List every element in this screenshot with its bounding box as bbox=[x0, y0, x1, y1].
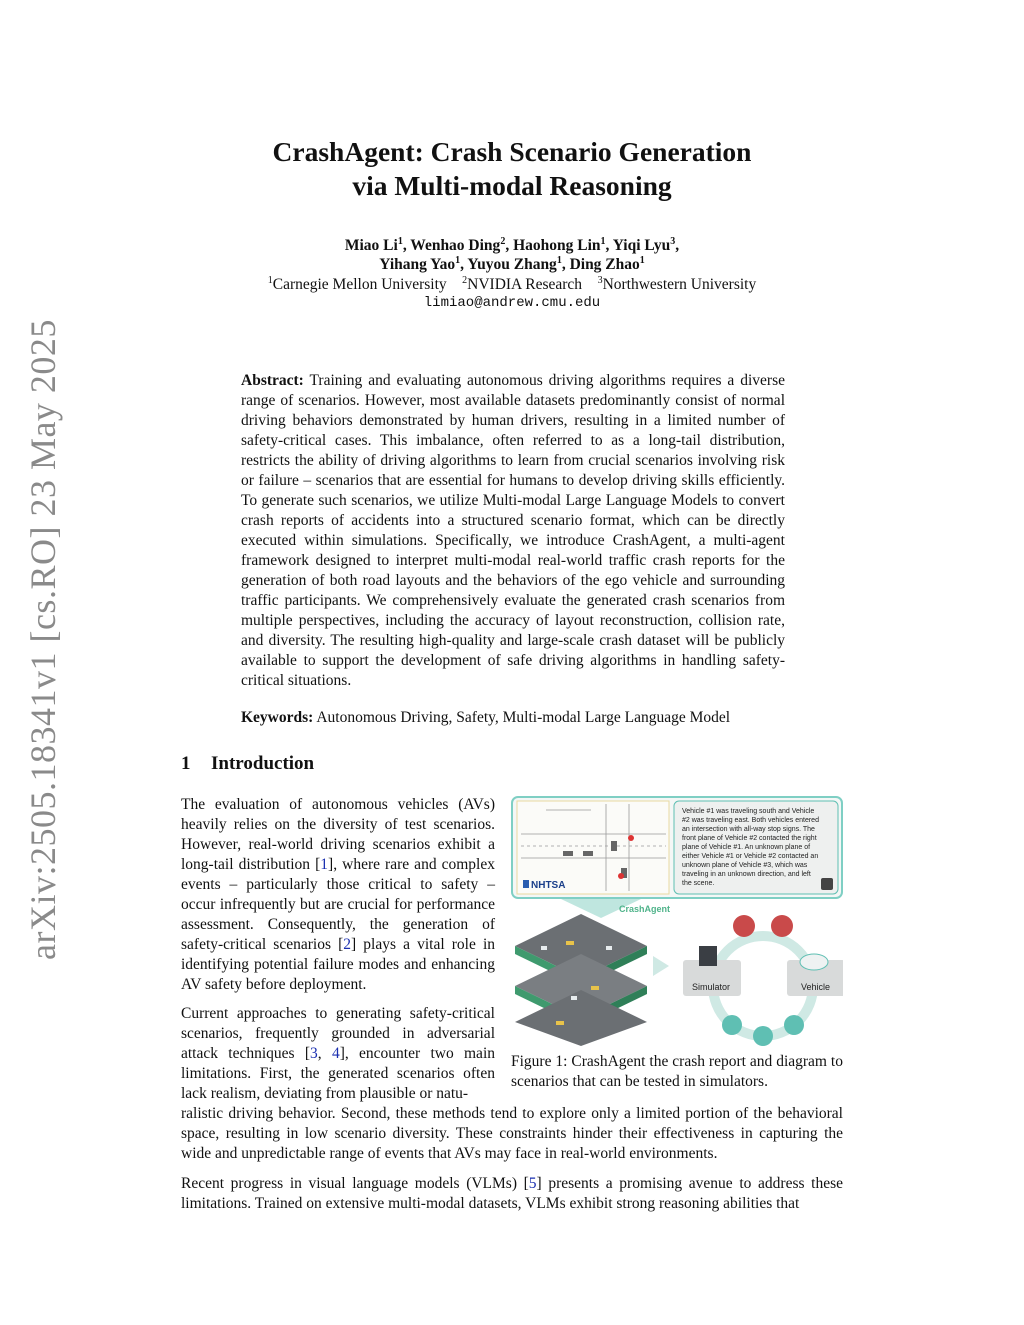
camera-icon bbox=[722, 1015, 742, 1035]
author: Haohong Lin bbox=[513, 237, 601, 254]
author: Yuyou Zhang bbox=[467, 256, 557, 273]
affiliations bbox=[0, 275, 1024, 294]
text-run: Current approaches to generating safety-critical scenarios, frequently grounded in adversarial attack techniques [ bbox=[181, 1005, 495, 1062]
author-sup: 1 bbox=[639, 254, 645, 266]
vehicle-label: Vehicle bbox=[801, 982, 831, 992]
caption-text: CrashAgent the crash report and diagram to scenarios that can be tested in simulators. bbox=[511, 1053, 843, 1090]
crashagent-label: CrashAgent bbox=[619, 904, 671, 914]
affiliation: Carnegie Mellon University bbox=[272, 276, 447, 293]
intro-paragraph-3 bbox=[181, 1174, 843, 1214]
text-run: Recent progress in visual language models (VLMs) [ bbox=[181, 1175, 529, 1192]
author-sup: 1 bbox=[455, 254, 461, 266]
author: Yihang Yao bbox=[379, 256, 456, 273]
text-run: ] plays a vital role in identifying potential failure modes and enhancing AV safety before deployment. bbox=[181, 936, 495, 993]
report-line: traveling in an unknown direction, and left bbox=[682, 871, 811, 878]
citation-link[interactable]: 4 bbox=[331, 1045, 340, 1062]
right-arrow bbox=[653, 956, 669, 976]
report-line: an intersection with all-way stop signs. The bbox=[682, 826, 815, 833]
abstract-label: Abstract: bbox=[241, 372, 304, 389]
report-line: unknown plane of Vehicle #3, which was bbox=[682, 862, 808, 869]
sensor-icon bbox=[733, 915, 755, 937]
affiliation: Northwestern University bbox=[602, 276, 757, 293]
contact-email[interactable]: limiao@andrew.cmu.edu bbox=[423, 295, 601, 311]
report-line: plane of Vehicle #1. An unknown plane of bbox=[682, 844, 811, 851]
text-run: ], encounter two main limitations. First, the generated scenarios often lack realism, deviating from plausible or natu- bbox=[181, 1045, 495, 1102]
car-icon bbox=[800, 954, 828, 970]
report-text bbox=[682, 808, 819, 887]
author-sup: 1 bbox=[556, 254, 562, 266]
author-sup: 3 bbox=[670, 235, 676, 247]
author-list bbox=[0, 236, 1024, 274]
section-number: 1 bbox=[181, 753, 191, 774]
affiliation: NVIDIA Research bbox=[467, 276, 583, 293]
section-heading bbox=[181, 753, 314, 775]
keywords-label: Keywords: bbox=[241, 709, 314, 726]
keywords bbox=[241, 708, 801, 728]
affil-sup: 3 bbox=[597, 274, 603, 286]
figure-caption bbox=[511, 1052, 843, 1092]
author: Miao Li bbox=[344, 237, 398, 254]
citation-link[interactable]: 3 bbox=[310, 1045, 318, 1062]
author: Ding Zhao bbox=[569, 256, 640, 273]
nhtsa-logo-icon bbox=[523, 880, 529, 888]
affil-sup: 2 bbox=[462, 274, 468, 286]
report-line: Vehicle #1 was traveling south and Vehicle bbox=[682, 808, 815, 815]
citation-link[interactable]: 2 bbox=[343, 936, 351, 953]
text-run: The evaluation of autonomous vehicles (AVs) heavily relies on the diversity of test scenarios. However, real-world driving scenarios exhibit a long-tail distribution [ bbox=[181, 796, 495, 873]
paper-title bbox=[0, 135, 1024, 203]
intro-paragraph-2-continued: ralistic driving behavior. Second, these methods tend to explore only a limited portion of the behavioral space, resulting in low scenario diversity. These constraints hinder their effectiveness in capturing the wide and unpredictable range of events that AVs may face in real-world environments. bbox=[181, 1105, 843, 1162]
text-run: ] presents a promising avenue to address these limitations. Trained on extensive multi-modal datasets, VLMs exhibit strong reasoning abilities that bbox=[181, 1175, 843, 1212]
traffic-light-icon bbox=[784, 1015, 804, 1035]
intro-paragraph-2 bbox=[181, 1004, 495, 1104]
title-line-1: CrashAgent: Crash Scenario Generation bbox=[272, 136, 752, 167]
computer-icon bbox=[699, 946, 717, 966]
text-run: ], where rare and complex events – particularly those critical to safety – occur infrequently but are crucial for performance assessment. Consequently, the generation of safety-critical scenarios [ bbox=[181, 856, 495, 953]
section-title: Introduction bbox=[211, 753, 315, 774]
author: Yiqi Lyu bbox=[612, 237, 671, 254]
location-icon bbox=[753, 1026, 773, 1046]
pdf-icon bbox=[821, 878, 833, 890]
intro-paragraph-1 bbox=[181, 795, 495, 995]
citation-link[interactable]: 1 bbox=[320, 856, 329, 873]
citation-link[interactable]: 5 bbox=[528, 1175, 537, 1192]
arxiv-stamp: arXiv:2505.18341v1 [cs.RO] 23 May 2025 bbox=[23, 319, 63, 960]
report-line: either Vehicle #1 or Vehicle #2 contacted an bbox=[682, 853, 819, 860]
title-line-2: via Multi-modal Reasoning bbox=[352, 170, 672, 201]
affil-sup: 1 bbox=[267, 274, 273, 286]
author-sup: 2 bbox=[500, 235, 506, 247]
text-run: , bbox=[317, 1045, 332, 1062]
nhtsa-label: NHTSA bbox=[531, 880, 566, 891]
author: Wenhao Ding bbox=[410, 237, 501, 254]
report-line: front plane of Vehicle #2 contacted the right bbox=[682, 835, 817, 842]
report-line: #2 was traveling east. Both vehicles entered bbox=[682, 817, 819, 824]
stop-sign-icon bbox=[618, 873, 624, 879]
abstract bbox=[241, 371, 785, 691]
scenario-tiles bbox=[515, 914, 647, 1046]
report-line: the scene. bbox=[682, 880, 715, 887]
caption-label: Figure 1: bbox=[511, 1053, 568, 1070]
stop-sign-icon bbox=[628, 835, 634, 841]
simulator-label: Simulator bbox=[692, 982, 731, 992]
author-line-2: Yihang Yao$^1$, Yuyou Zhang$^1$, Ding Zhao$^1$ bbox=[379, 254, 645, 273]
abstract-text: Training and evaluating autonomous driving algorithms requires a diverse range of scenarios. However, most available datasets predominantly consist of normal driving behaviors demonstrated by human drivers, resulting in a limited number of safety-critical cases. This imbalance, often referred to as a long-tail distribution, restricts the ability of driving algorithms to learn from crucial scenarios involving risk or failure – scenarios that are essential for humans to develop driving skills efficiently. To generate such scenarios, we utilize Multi-modal Large Language Models to convert crash reports of accidents into a structured scenario format, which can be directly executed within simulations. Specifically, we introduce CrashAgent, a multi-agent framework designed to interpret multi-modal real-world traffic crash reports for the generation of both road layouts and the behaviors of the ego vehicle and surrounding traffic participants. We comprehensively evaluate the generated crash scenarios from multiple perspectives, including the accuracy of layout reconstruction, collision rate, and diversity. The resulting high-quality and large-scale crash dataset will be publicly available to support the development of safe driving algorithms in handling safety-critical situations. bbox=[241, 372, 785, 689]
keywords-text: Autonomous Driving, Safety, Multi-modal Large Language Model bbox=[316, 709, 731, 726]
author-sup: 1 bbox=[397, 235, 403, 247]
figure-1 bbox=[511, 796, 843, 1048]
traffic-icon bbox=[771, 915, 793, 937]
author-sup: 1 bbox=[600, 235, 606, 247]
author-line-1: Miao Li$^1$, Wenhao Ding$^2$, Haohong Lin$^1$, Yiqi Lyu$^3$, bbox=[344, 235, 680, 254]
